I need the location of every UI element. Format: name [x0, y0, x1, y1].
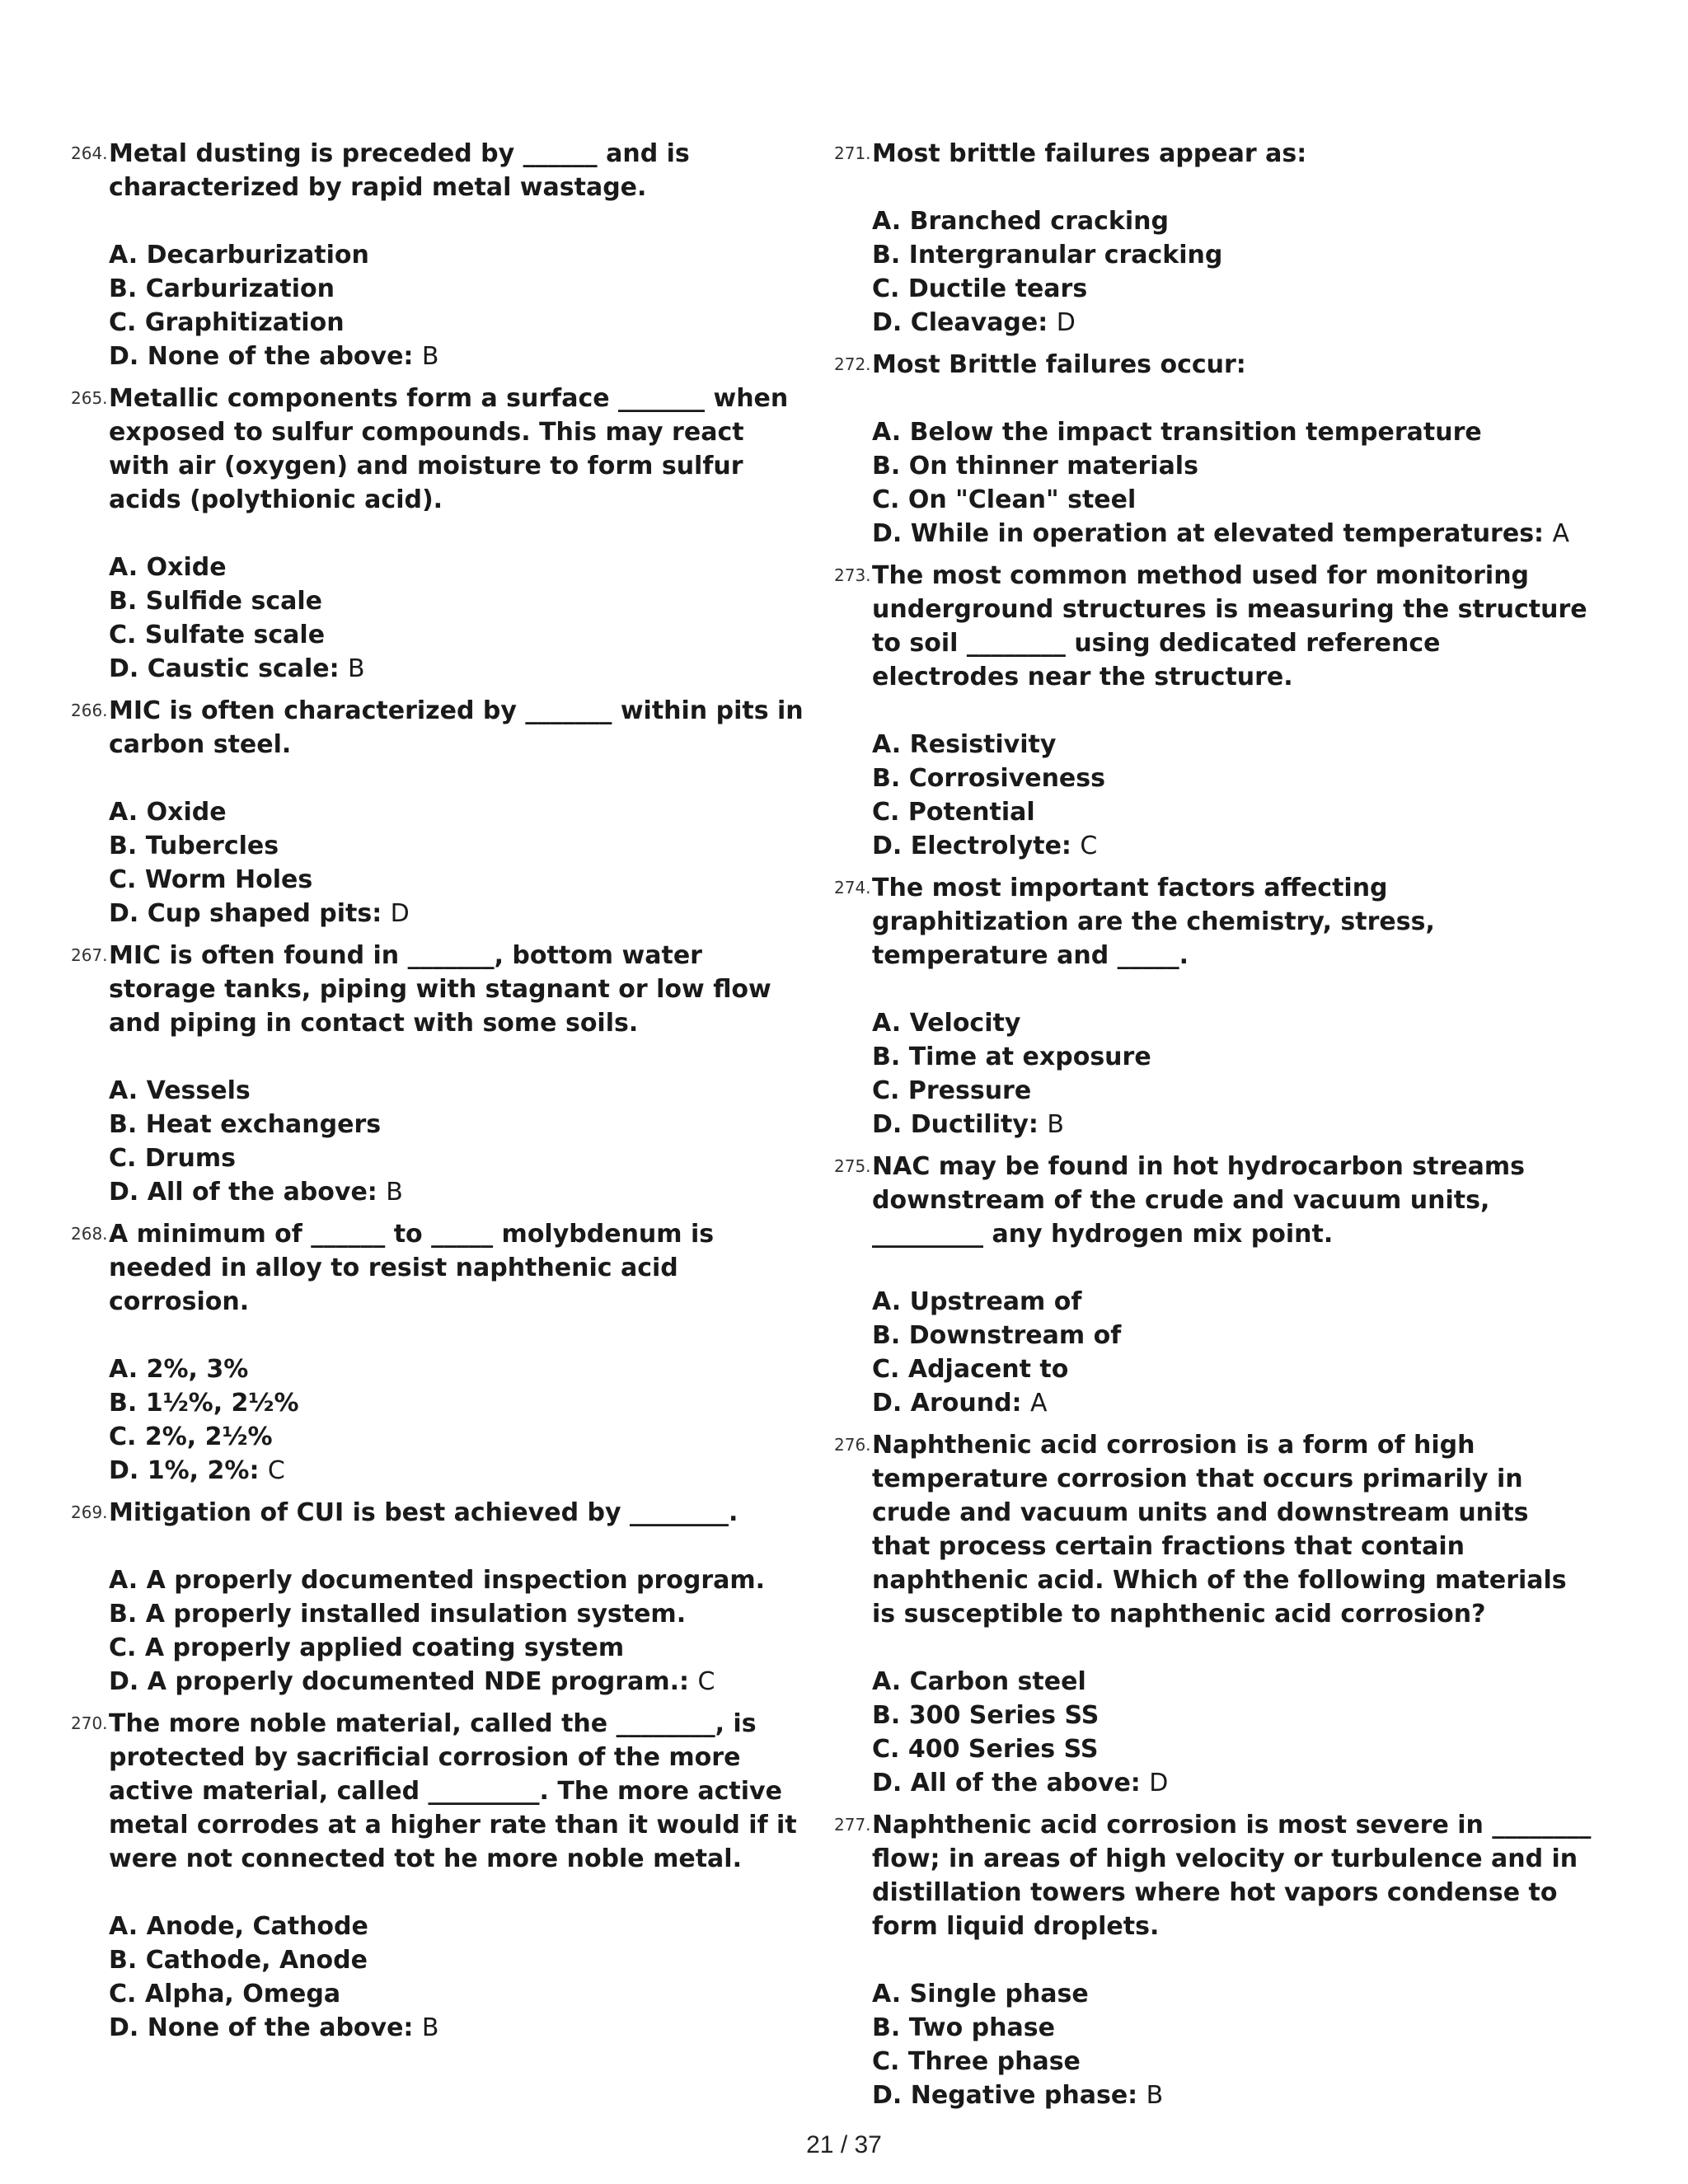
option-label: D. None of the above:: [109, 2013, 414, 2042]
option-list: [834, 1285, 1592, 1420]
option-label: C. Alpha, Omega: [109, 1980, 341, 2008]
option-item: [872, 1319, 1592, 1352]
option-label: D. All of the above:: [872, 1769, 1141, 1797]
option-item: [872, 1766, 1592, 1800]
option-list: [71, 238, 813, 373]
option-item: [109, 1074, 813, 1108]
question-text: [71, 1707, 813, 1876]
question-text: [71, 1217, 813, 1319]
question-stem: Metallic components form a surface _______ when exposed to sulfur compounds. This may react with air (oxygen) and moisture to form sulfur acids (polythionic acid).: [109, 384, 789, 514]
option-label: B. Intergranular cracking: [872, 241, 1223, 269]
question-number: 271.: [834, 143, 871, 163]
option-item: [872, 1352, 1592, 1386]
option-label: A. A properly documented inspection program.: [109, 1566, 766, 1595]
option-label: D. Cup shaped pits:: [109, 899, 382, 928]
question-number: 264.: [71, 143, 108, 163]
option-item: [872, 204, 1592, 238]
option-label: B. Sulfide scale: [109, 587, 322, 616]
option-item: [872, 1040, 1592, 1074]
question-text: [834, 559, 1592, 694]
option-item: [109, 2011, 813, 2045]
option-label: A. Below the impact transition temperature: [872, 418, 1482, 447]
question-273: [834, 559, 1592, 863]
option-item: [872, 1108, 1592, 1141]
answer-key: B: [1146, 2081, 1164, 2110]
option-label: C. Ductile tears: [872, 274, 1088, 303]
option-label: D. Ductility:: [872, 1110, 1039, 1139]
option-list: [834, 728, 1592, 863]
question-text: [834, 1808, 1592, 1943]
option-label: C. Three phase: [872, 2047, 1081, 2076]
option-item: [109, 795, 813, 829]
option-label: B. Time at exposure: [872, 1043, 1151, 1071]
option-label: A. Oxide: [109, 798, 227, 827]
left-column: [71, 137, 813, 2045]
question-text: [71, 382, 813, 517]
option-item: [872, 1006, 1592, 1040]
option-item: [872, 1386, 1592, 1420]
option-item: [109, 1910, 813, 1943]
option-item: [872, 449, 1592, 483]
option-item: [109, 1977, 813, 2011]
option-list: [71, 1563, 813, 1699]
question-274: [834, 871, 1592, 1141]
option-item: [109, 584, 813, 618]
option-item: [872, 2011, 1592, 2045]
option-item: [872, 517, 1592, 551]
right-column: [834, 137, 1592, 2112]
question-stem: Most brittle failures appear as:: [872, 139, 1307, 168]
option-label: C. Drums: [109, 1144, 237, 1173]
option-label: A. Resistivity: [872, 730, 1057, 759]
question-text: [834, 137, 1592, 171]
option-label: B. 1½%, 2½%: [109, 1389, 299, 1418]
option-list: [71, 551, 813, 686]
question-number: 269.: [71, 1502, 108, 1522]
question-stem: A minimum of ______ to _____ molybdenum is needed in alloy to resist naphthenic acid corrosion.: [109, 1220, 715, 1316]
option-label: A. Velocity: [872, 1009, 1021, 1038]
question-number: 275.: [834, 1156, 871, 1176]
option-item: [872, 1074, 1592, 1108]
question-stem: The most common method used for monitoring underground structures is measuring the structure to soil ________ using dedicated reference electrodes near the structure.: [872, 561, 1587, 691]
option-label: C. Potential: [872, 798, 1035, 827]
question-text: [834, 1428, 1592, 1631]
option-label: D. None of the above:: [109, 342, 414, 371]
option-label: A. Single phase: [872, 1980, 1089, 2008]
option-item: [872, 2079, 1592, 2112]
option-label: A. Vessels: [109, 1076, 251, 1105]
option-label: C. Pressure: [872, 1076, 1032, 1105]
option-label: B. 300 Series SS: [872, 1701, 1100, 1730]
option-label: A. 2%, 3%: [109, 1355, 249, 1384]
option-list: [834, 1977, 1592, 2112]
question-stem: Naphthenic acid corrosion is most severe in ________ flow; in areas of high velocity or turbulence and in distillation towers where hot vapors condense to form liquid droplets.: [872, 1811, 1592, 1941]
question-number: 265.: [71, 388, 108, 408]
question-stem: Naphthenic acid corrosion is a form of high temperature corrosion that occurs primarily in crude and vacuum units and downstream units that process certain fractions that contain naphthenic acid. Which of the following materials is susceptible to naphthenic acid corrosion?: [872, 1431, 1567, 1629]
question-266: [71, 694, 813, 930]
option-item: [109, 1943, 813, 1977]
option-label: C. 2%, 2½%: [109, 1422, 273, 1451]
question-text: [71, 939, 813, 1040]
question-text: [71, 694, 813, 762]
question-270: [71, 1707, 813, 2045]
option-item: [872, 728, 1592, 762]
option-item: [872, 272, 1592, 306]
option-item: [872, 1665, 1592, 1699]
option-item: [109, 1665, 813, 1699]
question-number: 272.: [834, 354, 871, 374]
question-stem: Metal dusting is preceded by ______ and is characterized by rapid metal wastage.: [109, 139, 690, 202]
option-item: [109, 652, 813, 686]
option-list: [834, 1006, 1592, 1141]
option-label: B. Carburization: [109, 274, 335, 303]
answer-key: B: [348, 654, 365, 683]
question-268: [71, 1217, 813, 1488]
question-number: 277.: [834, 1815, 871, 1835]
option-label: C. Worm Holes: [109, 865, 313, 894]
answer-key: D: [390, 899, 410, 928]
question-stem: MIC is often characterized by _______ within pits in carbon steel.: [109, 696, 804, 759]
option-item: [872, 1732, 1592, 1766]
option-item: [109, 618, 813, 652]
option-item: [872, 306, 1592, 340]
option-item: [109, 1631, 813, 1665]
option-label: D. 1%, 2%:: [109, 1456, 260, 1485]
answer-key: D: [1149, 1769, 1169, 1797]
option-list: [71, 1352, 813, 1488]
option-item: [109, 1108, 813, 1141]
question-277: [834, 1808, 1592, 2112]
option-label: C. A properly applied coating system: [109, 1633, 625, 1662]
answer-key: C: [267, 1456, 285, 1485]
option-item: [109, 340, 813, 373]
option-label: C. 400 Series SS: [872, 1735, 1099, 1764]
option-item: [872, 1699, 1592, 1732]
option-label: B. Heat exchangers: [109, 1110, 382, 1139]
option-item: [872, 795, 1592, 829]
option-item: [109, 1454, 813, 1488]
option-item: [109, 1352, 813, 1386]
question-276: [834, 1428, 1592, 1800]
question-stem: The more noble material, called the ________, is protected by sacrificial corrosion of the more active material, called _________. The more active metal corrodes at a higher rate than it would if it were not connected tot he more noble metal.: [109, 1709, 797, 1873]
question-265: [71, 382, 813, 686]
answer-key: B: [1047, 1110, 1064, 1139]
option-item: [109, 897, 813, 930]
option-item: [109, 1597, 813, 1631]
option-item: [109, 1386, 813, 1420]
option-item: [872, 1977, 1592, 2011]
option-label: B. Corrosiveness: [872, 764, 1105, 793]
option-list: [834, 204, 1592, 340]
option-item: [872, 1285, 1592, 1319]
option-label: A. Anode, Cathode: [109, 1912, 368, 1941]
option-list: [834, 1665, 1592, 1800]
answer-key: C: [1080, 832, 1098, 860]
option-item: [109, 1175, 813, 1209]
option-label: C. On "Clean" steel: [872, 485, 1137, 514]
option-label: D. All of the above:: [109, 1178, 377, 1207]
answer-key: B: [386, 1178, 403, 1207]
page-number: 21 / 37: [806, 2131, 882, 2158]
option-item: [109, 1420, 813, 1454]
option-item: [109, 1563, 813, 1597]
option-item: [109, 238, 813, 272]
option-label: D. Around:: [872, 1389, 1022, 1418]
question-269: [71, 1496, 813, 1699]
option-item: [109, 1141, 813, 1175]
question-number: 267.: [71, 945, 108, 965]
question-number: 270.: [71, 1713, 108, 1733]
question-text: [71, 1496, 813, 1530]
question-number: 276.: [834, 1435, 871, 1455]
question-number: 274.: [834, 878, 871, 898]
option-item: [872, 762, 1592, 795]
option-label: D. A properly documented NDE program.:: [109, 1667, 689, 1696]
option-item: [109, 272, 813, 306]
answer-key: D: [1056, 308, 1076, 337]
question-text: [834, 1150, 1592, 1251]
option-label: C. Graphitization: [109, 308, 345, 337]
option-label: C. Adjacent to: [872, 1355, 1069, 1384]
option-item: [109, 306, 813, 340]
option-item: [109, 551, 813, 584]
question-267: [71, 939, 813, 1209]
answer-key: A: [1552, 519, 1570, 548]
question-271: [834, 137, 1592, 340]
option-item: [872, 2045, 1592, 2079]
answer-key: B: [421, 342, 439, 371]
option-label: A. Oxide: [109, 553, 227, 582]
question-text: [834, 348, 1592, 382]
option-label: C. Sulfate scale: [109, 621, 326, 649]
option-item: [109, 829, 813, 863]
option-label: A. Upstream of: [872, 1287, 1082, 1316]
question-text: [71, 137, 813, 204]
option-label: D. Negative phase:: [872, 2081, 1138, 2110]
option-list: [71, 1910, 813, 2045]
option-label: B. On thinner materials: [872, 452, 1198, 480]
option-list: [71, 795, 813, 930]
option-list: [71, 1074, 813, 1209]
question-stem: The most important factors affecting graphitization are the chemistry, stress, temperature and _____.: [872, 874, 1435, 970]
answer-key: B: [421, 2013, 439, 2042]
option-label: A. Carbon steel: [872, 1667, 1086, 1696]
option-label: B. A properly installed insulation system.: [109, 1600, 687, 1629]
option-label: D. Caustic scale:: [109, 654, 340, 683]
option-label: A. Decarburization: [109, 241, 369, 269]
question-stem: Mitigation of CUI is best achieved by ________.: [109, 1498, 738, 1527]
question-275: [834, 1150, 1592, 1420]
question-stem: NAC may be found in hot hydrocarbon streams downstream of the crude and vacuum units, _________ any hydrogen mix point.: [872, 1152, 1525, 1249]
question-number: 273.: [834, 565, 871, 585]
option-item: [872, 238, 1592, 272]
option-label: B. Two phase: [872, 2013, 1055, 2042]
option-item: [872, 415, 1592, 449]
question-264: [71, 137, 813, 373]
question-number: 268.: [71, 1224, 108, 1244]
question-stem: MIC is often found in _______, bottom water storage tanks, piping with stagnant or low flow and piping in contact with some soils.: [109, 941, 771, 1038]
answer-key: A: [1030, 1389, 1048, 1418]
option-label: D. While in operation at elevated temperatures:: [872, 519, 1545, 548]
option-item: [109, 863, 813, 897]
question-number: 266.: [71, 701, 108, 720]
answer-key: C: [697, 1667, 715, 1696]
option-label: A. Branched cracking: [872, 207, 1169, 236]
option-list: [834, 415, 1592, 551]
option-label: B. Tubercles: [109, 832, 279, 860]
option-label: D. Cleavage:: [872, 308, 1048, 337]
question-stem: Most Brittle failures occur:: [872, 350, 1246, 379]
option-item: [872, 829, 1592, 863]
option-item: [872, 483, 1592, 517]
question-text: [834, 871, 1592, 972]
option-label: B. Cathode, Anode: [109, 1946, 368, 1975]
question-272: [834, 348, 1592, 551]
option-label: D. Electrolyte:: [872, 832, 1071, 860]
option-label: B. Downstream of: [872, 1321, 1122, 1350]
